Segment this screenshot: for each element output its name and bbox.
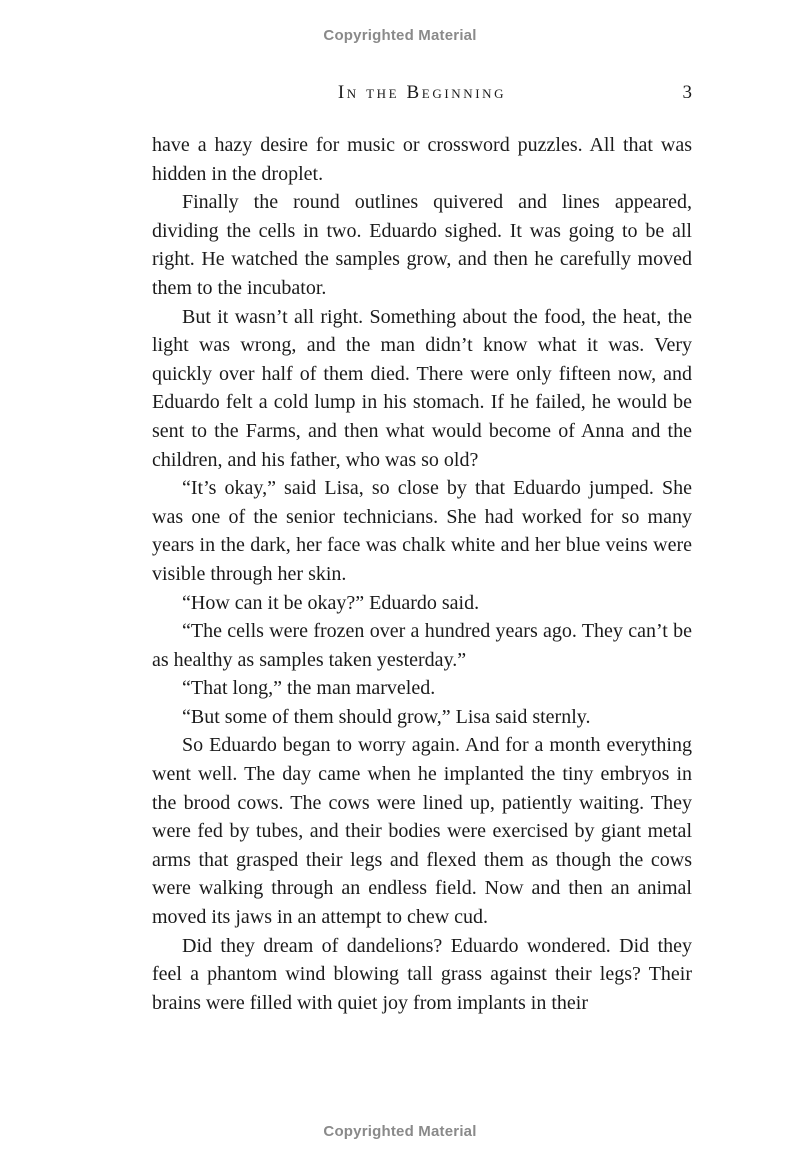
body-text <box>152 131 692 1017</box>
paragraph: “How can it be okay?” Eduardo said. <box>182 591 480 614</box>
running-header <box>152 82 692 108</box>
paragraph-continued: have a hazy desire for music or crossword puzzles. All that was hidden in the droplet. <box>152 134 692 185</box>
paragraph: “That long,” the man marveled. <box>182 677 436 700</box>
paragraph: So Eduardo began to worry again. And for a month everything went well. The day came when he implanted the tiny embryos in the brood cows. The cows were lined up, patiently waiting. They were fed by tubes, and their bodies were exercised by giant metal arms that grasped their legs and flexed them as though the cows were walking through an endless field. Now and then an animal moved its jaws in an attempt to chew cud. <box>152 734 692 929</box>
paragraph: But it wasn’t all right. Something about the food, the heat, the light was wrong, and the man didn’t know what it was. Very quickly over half of them died. There were only fifteen now, and Eduardo felt a cold lump in his stomach. If he failed, he would be sent to the Farms, and then what would become of Anna and the children, and his father, who was so old? <box>152 305 692 471</box>
page-number: 3 <box>682 82 692 103</box>
paragraph: Did they dream of dandelions? Eduardo wondered. Did they feel a phantom wind blowing tall grass against their legs? Their brains were filled with quiet joy from implants in their <box>152 934 692 1014</box>
paragraph: “The cells were frozen over a hundred years ago. They can’t be as healthy as samples taken yesterday.” <box>152 620 692 671</box>
copyright-watermark-bottom: Copyrighted Material <box>323 1123 477 1140</box>
paragraph: “But some of them should grow,” Lisa said sternly. <box>182 705 591 728</box>
paragraph: Finally the round outlines quivered and lines appeared, dividing the cells in two. Eduardo sighed. It was going to be all right. He watched the samples grow, and then he carefully moved them to the incubator. <box>152 191 692 299</box>
paragraph: “It’s okay,” said Lisa, so close by that Eduardo jumped. She was one of the senior technicians. She had worked for so many years in the dark, her face was chalk white and her blue veins were visible through her skin. <box>152 477 692 585</box>
copyright-watermark-top: Copyrighted Material <box>323 27 477 44</box>
chapter-title: In the Beginning <box>337 82 507 103</box>
